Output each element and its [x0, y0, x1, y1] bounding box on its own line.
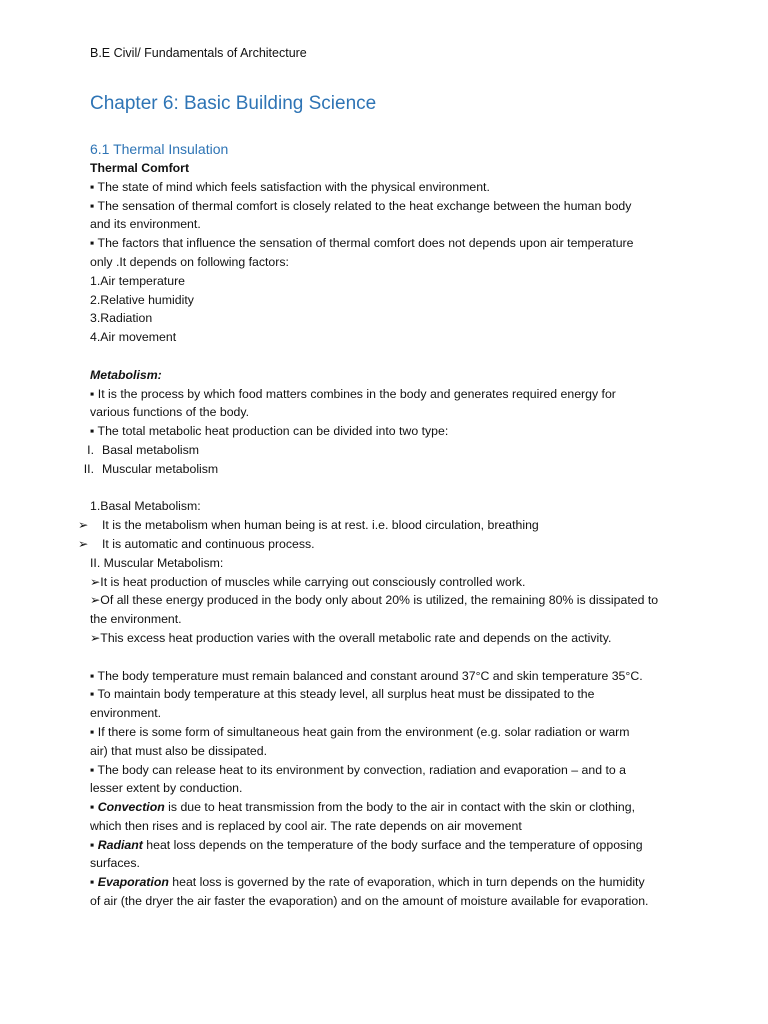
evaporation-text: heat loss is governed by the rate of evaporation, which in turn depends on the humidity: [168, 875, 645, 890]
section-title: 6.1 Thermal Insulation: [90, 141, 229, 157]
text-line: ▪ It is the process by which food matters combines in the body and generates required energy for: [90, 386, 616, 401]
text-line: lesser extent by conduction.: [90, 781, 243, 796]
convection-term: Convection: [97, 800, 165, 815]
evaporation-term: Evaporation: [97, 875, 169, 890]
text-line: the environment.: [90, 612, 182, 627]
text-line: ▪ To maintain body temperature at this steady level, all surplus heat must be dissipated to the: [90, 687, 595, 702]
text-line: ▪ The total metabolic heat production can be divided into two type:: [90, 424, 449, 439]
spacer: [90, 347, 690, 366]
text-line: ▪ The state of mind which feels satisfaction with the physical environment.: [90, 179, 490, 194]
spacer: [90, 479, 690, 498]
text-line: ▪ The sensation of thermal comfort is closely related to the heat exchange between the human body: [90, 198, 632, 213]
factor-item: 4.Air movement: [90, 330, 177, 345]
factor-item: 1.Air temperature: [90, 273, 186, 288]
bullet: ▪: [90, 837, 98, 852]
evaporation-line: [90, 873, 690, 892]
spacer: [90, 648, 690, 667]
text-line: various functions of the body.: [90, 405, 250, 420]
bullet: ▪: [90, 875, 98, 890]
text-line: which then rises and is replaced by cool air. The rate depends on air movement: [90, 818, 522, 833]
arrow-bullet-item: [78, 516, 690, 535]
document-body: [78, 139, 690, 911]
factor-item: 3.Radiation: [90, 311, 153, 326]
metabolism-type-item: [87, 441, 690, 460]
roman-numeral: II.: [83, 461, 94, 476]
radiant-term: Radiant: [97, 837, 143, 852]
text-line: of air (the dryer the air faster the evaporation) and on the amount of moisture available for evaporation.: [90, 894, 649, 909]
thermal-comfort-heading: Thermal Comfort: [90, 161, 190, 175]
text-line: environment.: [90, 706, 162, 721]
chapter-title: Chapter 6: Basic Building Science: [90, 93, 377, 114]
text-line: and its environment.: [90, 217, 201, 232]
metabolism-heading: Metabolism:: [90, 367, 162, 382]
arrow-bullet-item: [78, 535, 690, 554]
factor-item: 2.Relative humidity: [90, 292, 194, 307]
page-header: B.E Civil/ Fundamentals of Architecture: [90, 46, 307, 60]
text-line: only .It depends on following factors:: [90, 254, 289, 269]
text-line: ▪ The body can release heat to its environment by convection, radiation and evaporation – and to a: [90, 762, 626, 777]
text-line: surfaces.: [90, 856, 140, 871]
muscular-heading: II. Muscular Metabolism:: [90, 555, 224, 570]
radiant-line: [90, 836, 690, 855]
text-line: ➢It is heat production of muscles while carrying out consciously controlled work.: [90, 574, 526, 589]
basal-heading: 1.Basal Metabolism:: [90, 499, 201, 514]
convection-text: is due to heat transmission from the body to the air in contact with the skin or clothing,: [164, 800, 636, 815]
text-line: ▪ If there is some form of simultaneous heat gain from the environment (e.g. solar radiation or warm: [90, 724, 630, 739]
metabolism-type-label: Muscular metabolism: [102, 461, 219, 476]
radiant-text: heat loss depends on the temperature of the body surface and the temperature of opposing: [142, 837, 643, 852]
text-line: air) that must also be dissipated.: [90, 743, 268, 758]
arrow-bullet-icon: ➢: [78, 518, 89, 533]
arrow-bullet-icon: ➢: [78, 536, 89, 551]
metabolism-type-label: Basal metabolism: [102, 442, 200, 457]
text-line: ➢This excess heat production varies with the overall metabolic rate and depends on the activity.: [90, 630, 612, 645]
text-line: ▪ The body temperature must remain balanced and constant around 37°C and skin temperature 35°C.: [90, 668, 643, 683]
text-line: ▪ The factors that influence the sensation of thermal comfort does not depends upon air temperature: [90, 236, 634, 251]
text-line: ➢Of all these energy produced in the body only about 20% is utilized, the remaining 80% is dissipated to: [90, 593, 659, 608]
convection-line: [90, 798, 690, 817]
arrow-bullet-text: It is the metabolism when human being is at rest. i.e. blood circulation, breathing: [102, 518, 539, 533]
bullet: ▪: [90, 800, 98, 815]
arrow-bullet-text: It is automatic and continuous process.: [102, 536, 315, 551]
roman-numeral: I.: [87, 442, 94, 457]
metabolism-type-item: [83, 460, 690, 479]
